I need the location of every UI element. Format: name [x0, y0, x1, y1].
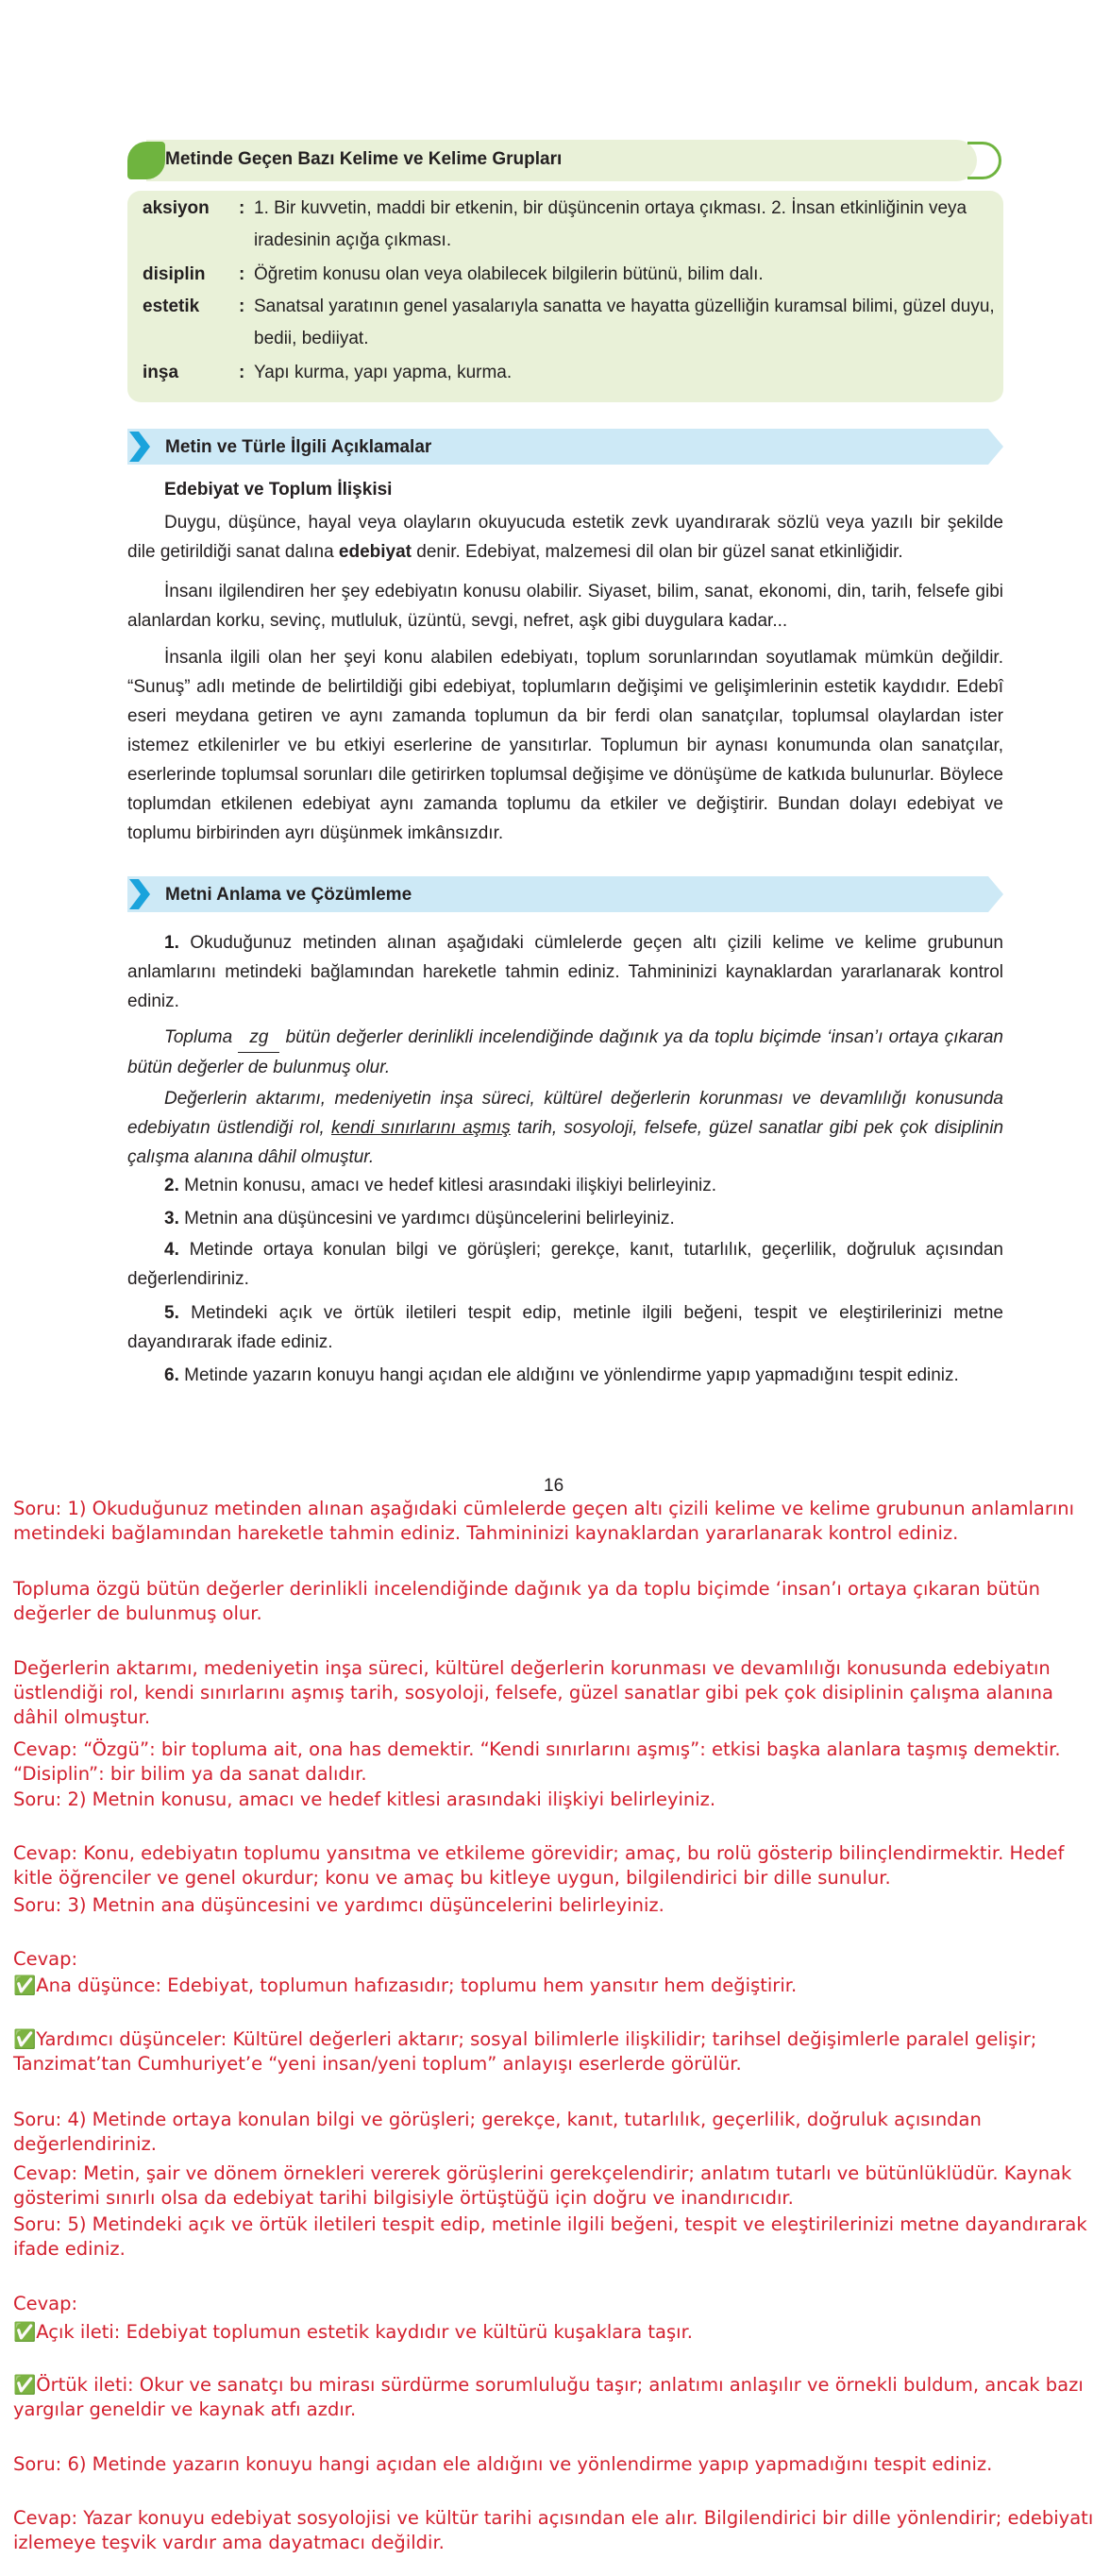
- arc-decoration: [967, 142, 1001, 179]
- vocab-colon: :: [239, 264, 245, 284]
- answer-line: Topluma özgü bütün değerler derinlikli incelendiğinde dağınık ya da toplu biçimde ‘insan’ı ortaya çıkaran bütün değerler de bulunmuş olur.: [13, 1578, 1040, 1624]
- paragraph: [127, 508, 1003, 567]
- vocab-term: estetik: [143, 297, 200, 316]
- section-header-tip: [988, 876, 1003, 912]
- question-text: Metindeki açık ve örtük iletileri tespit edip, metinle ilgili beğeni, tespit ve eleştirilerinizi metne dayandırarak ifade ediniz.: [127, 1303, 1003, 1352]
- paragraph: İnsanı ilgilendiren her şey edebiyatın konusu olabilir. Siyaset, bilim, sanat, ekonomi, din, tarih, felsefe gibi alanlardan korku, sevinç, mutluluk, üzüntü, sevgi, nefret, aşk gibi duygulara kadar...: [127, 582, 1003, 631]
- answer-line: Değerlerin aktarımı, medeniyetin inşa süreci, kültürel değerlerin korunması ve devamlılığı konusunda edebiyatın üstlendiği rol, kendi sınırlarını aşmış tarih, sosyoloji, felsefe, güzel sanatlar gibi pek çok disiplinin çalışma alanına dâhil olmuştur.: [13, 1657, 1053, 1728]
- answer-line: ✅Açık ileti: Edebiyat toplumun estetik kaydıdır ve kültürü kuşaklara taşır.: [13, 2321, 694, 2343]
- question-5: [127, 1298, 1003, 1357]
- sentence-text: Topluma: [164, 1027, 239, 1047]
- answer-line: Cevap: Metin, şair ve dönem örnekleri vererek görüşlerini gerekçelendirir; anlatım tutarlı ve bütünlüklüdür. Kaynak gösterimi sınırlı olsa da edebiyat tarihi bilgisiyle örtüştüğü için doğru ve inandırıcıdır.: [13, 2162, 1072, 2209]
- section-title: Metin ve Türle İlgili Açıklamalar: [165, 437, 432, 457]
- sentence-2: [127, 1084, 1003, 1172]
- question-number: 5.: [164, 1303, 179, 1323]
- question-4: [127, 1235, 1003, 1294]
- vocab-term: inşa: [143, 363, 179, 382]
- vocab-box: [127, 191, 1003, 402]
- answer-line: ✅Ana düşünce: Edebiyat, toplumun hafızasıdır; toplumu hem yansıtır hem değiştirir.: [13, 1974, 798, 1996]
- vocab-term: disiplin: [143, 264, 206, 284]
- answer-line: Cevap: Konu, edebiyatın toplumu yansıtma ve etkileme görevidir; amaç, bu rolü gösterip bilinçlendirmektir. Hedef kitle öğrenciler ve genel okurdur; konu ve amaç bu kitleye uygun, bilgilendirici bir dille sunulur.: [13, 1842, 1065, 1889]
- question-1: [127, 928, 1003, 1016]
- paragraph-text: denir. Edebiyat, malzemesi dil olan bir güzel sanat etkinliğidir.: [412, 542, 903, 562]
- chevron-right-icon: [127, 432, 150, 462]
- question-number: 4.: [164, 1240, 179, 1260]
- paragraph-text: Duygu, düşünce, hayal veya olayların okuyucuda estetik zevk uyandırarak sözlü veya yazılı bir şekilde dile getirildiği sanat dalına: [127, 513, 1003, 562]
- vocab-title: Metinde Geçen Bazı Kelime ve Kelime Grupları: [165, 149, 563, 169]
- paragraph: İnsanla ilgili olan her şeyi konu alabilen edebiyatı, toplum sorunlarından soyutlamak mümkün değildir. “Sunuş” adlı metinde de belirtildiği gibi edebiyat, toplumların değişimi ve gelişimlerinin estetik kaydıdır. Edebî eseri meydana getiren ve aynı zamanda toplumun da bir ferdi olan sanatçılar, toplumsal olaylardan ister istemez etkilenirler ve bu etkiyi eserlerine de yansıtırlar. Toplumun bir aynası konumunda olan sanatçılar, eserlerinde toplumsal sorunları dile getirirken toplumsal değişime ve dönüşüme de katkıda bulunurlar. Böylece toplumdan etkilenen edebiyat aynı zamanda toplumu da etkiler ve değiştirir. Bundan dolayı edebiyat ve toplumu birbirinden ayrı düşünmek imkânsızdır.: [127, 648, 1003, 843]
- answer-line: Cevap: Yazar konuyu edebiyat sosyolojisi ve kültür tarihi açısından ele alır. Bilgilendirici bir dille yönlendirir; edebiyatı izlemeye teşvik vardır ama dayatmacı değildir.: [13, 2507, 1094, 2553]
- question-number: 2.: [164, 1176, 179, 1195]
- question-number: 3.: [164, 1209, 179, 1229]
- sentence-text: tarih, sosyoloji, felsefe, güzel sanatlar gibi pek çok disiplinin çalışma alanına dâhil olmuştur.: [127, 1118, 1004, 1167]
- question-3: [127, 1204, 1003, 1233]
- blank-field: zg: [238, 1023, 279, 1053]
- question-text: Metnin ana düşüncesini ve yardımcı düşüncelerini belirleyiniz.: [178, 1209, 675, 1229]
- answer-line: Soru: 4) Metinde ortaya konulan bilgi ve görüşleri; gerekçe, kanıt, tutarlılık, geçerlilik, doğruluk açısından değerlendiriniz.: [13, 2109, 982, 2155]
- question-6: [127, 1361, 1003, 1390]
- section-title: Metni Anlama ve Çözümleme: [165, 885, 412, 905]
- question-2: [127, 1171, 1003, 1200]
- question-number: 1.: [164, 933, 179, 953]
- question-text: Metinde yazarın konuyu hangi açıdan ele aldığını ve yönlendirme yapıp yapmadığını tespit ediniz.: [178, 1365, 959, 1385]
- question-text: Metnin konusu, amacı ve hedef kitlesi arasındaki ilişkiyi belirleyiniz.: [178, 1176, 717, 1195]
- answer-line: Cevap:: [13, 2293, 78, 2314]
- vocab-colon: :: [239, 297, 245, 316]
- answer-line: Soru: 2) Metnin konusu, amacı ve hedef kitlesi arasındaki ilişkiyi belirleyiniz.: [13, 1788, 716, 1810]
- vocab-definition: 1. Bir kuvvetin, maddi bir etkenin, bir düşüncenin ortaya çıkması. 2. İnsan etkinliğinin veya iradesinin açığa çıkması.: [254, 198, 967, 250]
- vocab-definition: Sanatsal yaratının genel yasalarıyla sanatta ve hayatta güzelliğin kuramsal bilimi, güzel duyu, bedii, bediiyat.: [254, 297, 995, 348]
- answer-line: Cevap: “Özgü”: bir topluma ait, ona has demektir. “Kendi sınırlarını aşmış”: etkisi başka alanlara taşmış demektir. “Disiplin”: bir bilim ya da sanat dalıdır.: [13, 1738, 1061, 1785]
- chevron-right-icon: [127, 879, 150, 909]
- answer-line: ✅Örtük ileti: Okur ve sanatçı bu mirası sürdürme sorumluluğu taşır; anlatımı anlaşılır ve örnekli buldum, ancak bazı yargılar geneldir ve kaynak atfı azdır.: [13, 2374, 1084, 2420]
- sentence-text: bütün değerler derinlikli incelendiğinde dağınık ya da toplu biçimde ‘insan’ı ortaya çıkaran bütün değerler de bulunmuş olur.: [127, 1027, 1003, 1077]
- section-header: [127, 876, 1003, 912]
- sentence-text: Değerlerin aktarımı, medeniyetin inşa süreci, kültürel değerlerin korunması ve devamlılığı konusunda edebiyatın üstlendiği rol,: [127, 1089, 1003, 1138]
- section-header-tip: [988, 429, 1003, 465]
- question-text: Okuduğunuz metinden alınan aşağıdaki cümlelerde geçen altı çizili kelime ve kelime grubunun anlamlarını metindeki bağlamından hareketle tahmin ediniz. Tahmininizi kaynaklardan yararlanarak kontrol ediniz.: [127, 933, 1003, 1011]
- bold-term: edebiyat: [338, 542, 412, 562]
- section-header: [127, 429, 1003, 465]
- question-number: 6.: [164, 1365, 179, 1385]
- answer-line: Soru: 6) Metinde yazarın konuyu hangi açıdan ele aldığını ve yönlendirme yapıp yapmadığını tespit ediniz.: [13, 2453, 993, 2475]
- answer-line: ✅Yardımcı düşünceler: Kültürel değerleri aktarır; sosyal bilimlerle ilişkilidir; tarihsel değişimlerle paralel gelişir; Tanzimat’tan Cumhuriyet’e “yeni insan/yeni toplum” anlayışı eserlerde görülür.: [13, 2028, 1037, 2075]
- subsection-title: Edebiyat ve Toplum İlişkisi: [164, 480, 393, 500]
- vocab-definition: Yapı kurma, yapı yapma, kurma.: [254, 363, 513, 382]
- answer-line: Soru: 1) Okuduğunuz metinden alınan aşağıdaki cümlelerde geçen altı çizili kelime ve kelime grubunun anlamlarını metindeki bağlamından hareketle tahmin ediniz. Tahmininizi kaynaklardan yararlanarak kontrol ediniz.: [13, 1498, 1075, 1544]
- page-number: 16: [544, 1476, 564, 1496]
- answer-line: Soru: 5) Metindeki açık ve örtük iletileri tespit edip, metinle ilgili beğeni, tespit ve eleştirilerinizi metne dayandırarak ifade ediniz.: [13, 2213, 1087, 2260]
- vocab-term: aksiyon: [143, 198, 210, 218]
- question-text: Metinde ortaya konulan bilgi ve görüşleri; gerekçe, kanıt, tutarlılık, geçerlilik, doğruluk açısından değerlendiriniz.: [127, 1240, 1003, 1289]
- vocab-colon: :: [239, 363, 245, 382]
- vocab-definition: Öğretim konusu olan veya olabilecek bilgilerin bütünü, bilim dalı.: [254, 264, 764, 284]
- vocab-colon: :: [239, 198, 245, 218]
- underlined-phrase: kendi sınırlarını aşmış: [331, 1118, 511, 1138]
- sentence-1: [127, 1023, 1003, 1082]
- answer-line: Cevap:: [13, 1948, 78, 1970]
- leaf-icon: [127, 142, 165, 179]
- vocab-header: [127, 140, 1003, 181]
- answer-line: Soru: 3) Metnin ana düşüncesini ve yardımcı düşüncelerini belirleyiniz.: [13, 1894, 664, 1916]
